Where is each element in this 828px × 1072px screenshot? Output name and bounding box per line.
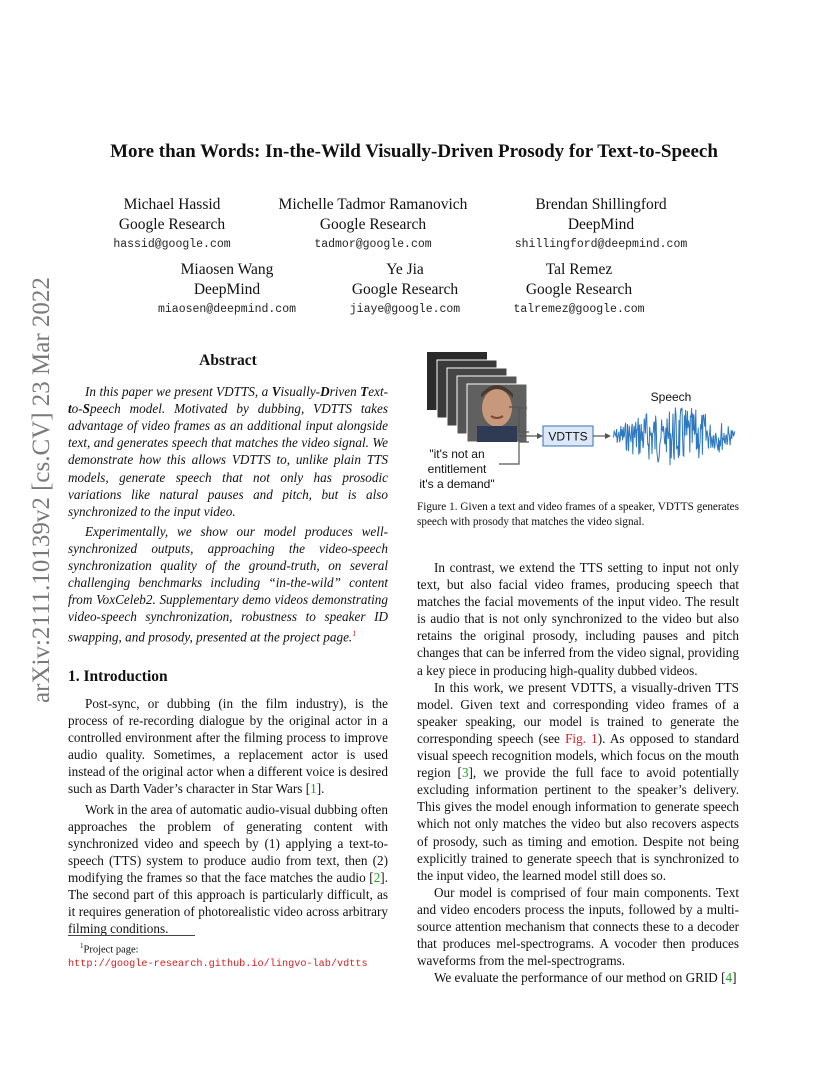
abstract-paragraph: Experimentally, we show our model produces well-synchronized outputs, approaching the video-speech synchronization quality of the ground-truth, on several challenging benchmarks including “in-the-wild” content from VoxCeleb2. Supplementary demo videos demonstrating video-speech synchronization, robustness to speaker ID swapping, and prosody, presented at the project page.$^1$ bbox=[68, 523, 388, 645]
abstract-paragraph: In this paper we present VDTTS, a Visually-Driven Text-to-Speech model. Motivated by dubbing, VDTTS takes advantage of video frames as an additional input alongside text, and generates speech that matches the video signal. We demonstrate how this allows VDTTS to, unlike plain TTS models, generate speech that not only has prosodic variations like natural pauses and pitch, but is also synchronized to the input video. bbox=[68, 384, 388, 519]
model-label: VDTTS bbox=[548, 429, 588, 444]
intro-paragraph: Work in the area of automatic audio-visual dubbing often approaches the problem of generating content with synchronized video and speech by (1) applying a text-to-speech (TTS) system to produce audio from text, then (2) modifying the frames so that the face matches the audio [2]. The second part of this approach is particularly difficult, as it requires generation of photorealistic video across arbitrary filming conditions. bbox=[68, 801, 388, 937]
quote-line: "it's not an bbox=[429, 447, 485, 461]
author-name: Michelle Tadmor Ramanovich bbox=[278, 196, 468, 213]
citation-link[interactable]: 1 bbox=[310, 781, 317, 797]
arxiv-identifier bbox=[22, 277, 62, 703]
body-paragraph: In contrast, we extend the TTS setting to input not only text, but also facial video frames, producing speech that matches the facial movements of the input video. The result is audio that is not only synchronized to the video but also retains the original prosody, including pauses and pitch changes that can be inferred from the video signal, providing a key piece in producing high-quality dubbed videos. bbox=[417, 560, 739, 678]
citation-link[interactable]: 4 bbox=[725, 970, 733, 986]
author-block bbox=[253, 195, 493, 256]
intro-paragraph: Post-sync, or dubbing (in the film industry), is the process of re-recording dialogue by the original actor in a controlled environment after the filming process to improve audio quality. Sometimes, a replacement actor is used instead of the original actor when a different voice is desired such as Darth Vader’s character in Star Wars [1]. bbox=[68, 695, 388, 797]
author-block bbox=[481, 195, 721, 256]
author-name: Ye Jia bbox=[386, 261, 424, 278]
footnote-mark: 1 bbox=[80, 942, 84, 950]
figure-1 bbox=[417, 350, 739, 495]
right-column bbox=[417, 559, 739, 986]
introduction-heading: 1. Introduction bbox=[68, 667, 168, 685]
author-affiliation: DeepMind bbox=[193, 280, 261, 298]
author-affiliation: Google Research bbox=[525, 280, 633, 298]
author-affiliation: Google Research bbox=[118, 215, 226, 233]
author-affiliation: Google Research bbox=[319, 215, 427, 233]
figure-caption: Figure 1. Given a text and video frames of a speaker, VDTTS generates speech with prosody that matches the video signal. bbox=[417, 501, 739, 528]
arrow-head bbox=[605, 433, 611, 439]
author-block bbox=[459, 260, 699, 321]
author-email[interactable]: jiaye@google.com bbox=[349, 303, 461, 316]
footnote bbox=[68, 939, 368, 972]
author-name: Brendan Shillingford bbox=[535, 196, 667, 213]
arrow-head bbox=[537, 433, 543, 439]
abstract-heading: Abstract bbox=[199, 352, 257, 369]
author-name: Tal Remez bbox=[545, 261, 613, 278]
figure-ref-link[interactable]: Fig. 1 bbox=[565, 730, 598, 746]
author-affiliation: DeepMind bbox=[567, 215, 635, 233]
project-url-link[interactable]: http://google-research.github.io/lingvo-lab/vdtts bbox=[68, 958, 368, 970]
author-affiliation: Google Research bbox=[351, 280, 459, 298]
body-paragraph: Our model is comprised of four main components. Text and video encoders process the inputs, followed by a multi-source attention mechanism that connects these to a decoder that produces mel-spectrograms. A vocoder then produces waveforms from the mel-spectrograms. bbox=[417, 884, 739, 969]
body-paragraph: We evaluate the performance of our method on GRID [4] bbox=[434, 970, 737, 986]
quote-line: entitlement bbox=[427, 462, 487, 476]
author-email[interactable]: talremez@google.com bbox=[513, 303, 645, 316]
paper-title: More than Words: In-the-Wild Visually-Driven Prosody for Text-to-Speech bbox=[110, 141, 718, 162]
footnote-rule bbox=[68, 935, 195, 936]
author-email[interactable]: miaosen@deepmind.com bbox=[157, 303, 297, 316]
author-email[interactable]: shillingford@deepmind.com bbox=[514, 238, 688, 251]
speech-label: Speech bbox=[650, 390, 692, 404]
quote-text bbox=[419, 447, 494, 491]
author-email[interactable]: tadmor@google.com bbox=[314, 238, 432, 251]
body-paragraph: In this work, we present VDTTS, a visually-driven TTS model. Given text and corresponding video frames of a speaker speaking, our model is trained to generate the corresponding speech (see Fig. 1). As opposed to standard visual speech recognition models, which focus on the mouth region [3], we provide the full face to avoid potentially excluding information pertinent to the speaker’s delivery. This gives the model enough information to generate speech which not only matches the video but also recovers aspects of prosody, such as timing and emotion. Despite not being explicitly trained to generate speech that is synchronized to the input video, the learned model still does so. bbox=[417, 679, 739, 883]
citation-link[interactable]: 2 bbox=[373, 869, 381, 885]
author-email[interactable]: hassid@google.com bbox=[113, 238, 231, 251]
citation-link[interactable]: 3 bbox=[461, 765, 469, 781]
video-frames-image bbox=[427, 352, 527, 442]
author-name: Miaosen Wang bbox=[180, 261, 274, 278]
footnote-ref[interactable]: 1 bbox=[352, 629, 357, 639]
footnote-label: Project page: bbox=[83, 944, 139, 956]
speech-waveform bbox=[613, 408, 735, 466]
author-name: Michael Hassid bbox=[123, 196, 221, 213]
left-column bbox=[68, 352, 388, 937]
quote-line: it's a demand" bbox=[419, 477, 495, 491]
arxiv-id-text: arXiv:2111.10139v2 [cs.CV] 23 Mar 2022 bbox=[28, 277, 55, 703]
